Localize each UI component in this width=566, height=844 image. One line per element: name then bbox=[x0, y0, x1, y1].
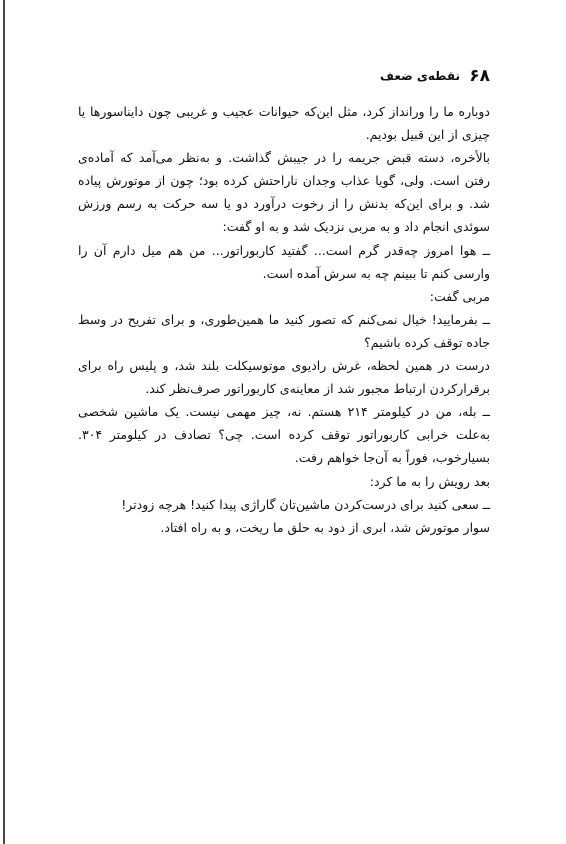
page-number: ۶۸ bbox=[469, 66, 490, 86]
paragraph: بالأخره، دسته قبض جریمه را در جیبش گذاشت. و به‌نظر می‌آمد که آماده‌ی رفتن است. ولی، گویا عذاب وجدان ناراحتش کرده بود؛ چون از موتورش پیاده شد. و برای این‌که بدنش را از رخوت درآورد دو یا سه حرکت به رسم ورزش سوئدی انجام داد و به مربی نزدیک شد و به او گفت: bbox=[78, 150, 490, 235]
running-head bbox=[80, 66, 490, 92]
paragraph: بعد رویش را به ما کرد: bbox=[369, 473, 490, 489]
paragraph: ــ هوا امروز چه‌قدر گرم است... گفتید کاربوراتور... من هم میل دارم آن را وارسی کنم تا ببینم چه به سرش آمده است. bbox=[78, 242, 490, 281]
page-edge-line bbox=[3, 0, 5, 844]
body-text bbox=[78, 100, 490, 539]
paragraph: ــ بله، من در کیلومتر ۲۱۴ هستم. نه، چیز مهمی نیست. یک ماشین شخصی به‌علت خرابی کاربوراتور توقف کرده است. چی؟ تصادف در کیلومتر ۳۰۴. بسیارخوب، فوراً به آن‌جا خواهم رفت. bbox=[78, 404, 490, 466]
paragraph: ــ سعی کنید برای درست‌کردن ماشین‌تان گاراژی پیدا کنید! هرچه زودتر! bbox=[121, 496, 490, 512]
paragraph: ــ بفرمایید! خیال نمی‌کنم که تصور کنید ما همین‌طوری، و برای تفریح در وسط جاده توقف کرده باشیم؟ bbox=[78, 311, 490, 350]
paragraph: مربی گفت: bbox=[429, 288, 490, 304]
chapter-title: نقطه‌ی ضعف bbox=[380, 69, 460, 83]
paragraph: سوار موتورش شد، ابری از دود به حلق ما ریخت، و به راه افتاد. bbox=[160, 519, 490, 535]
paragraph: دوباره ما را ورانداز کرد، مثل این‌که حیوانات عجیب و غریبی چون دایناسورها یا چیزی از این قبیل بودیم. bbox=[78, 104, 490, 143]
paragraph: درست در همین لحظه، غرش رادیوی موتوسیکلت بلند شد، و پلیس راه برای برقرارکردن ارتباط مجبور شد از معاینه‌ی کاربوراتور صرف‌نظر کند. bbox=[78, 358, 490, 397]
